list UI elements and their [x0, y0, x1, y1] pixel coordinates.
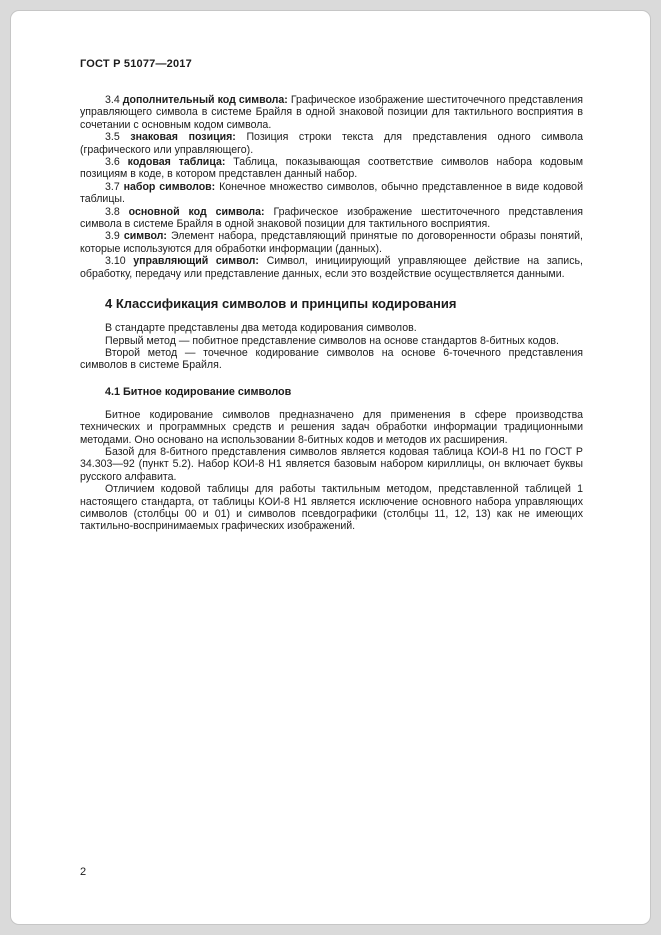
definition-term: основной код символа:: [128, 205, 265, 218]
definition-number: 3.8: [105, 205, 120, 218]
definition-text: Графическое изображение шеститочечного представления управляющего символа в системе Брайля в одной знаковой позиции для тактильного восприятия в сочетании с основным кодом символа.: [80, 94, 583, 131]
definition-text: Элемент набора, представляющий принятые по договоренности образы понятий, которые используются для обработки информации (данных).: [80, 230, 583, 255]
definition-number: 3.10: [105, 255, 126, 268]
section-4-title: 4 Классификация символов и принципы кодирования: [105, 296, 457, 312]
section-4-1-paragraph: Битное кодирование символов предназначено для применения в сфере производства технических и программных средств и решения задач обработки информации традиционными методами. Оно основано на использовании 8-битных кодов и методов их расширения.: [80, 408, 583, 446]
definition-3-7: [80, 181, 583, 206]
definition-3-5: [80, 131, 583, 156]
definition-term: дополнительный код символа:: [122, 94, 288, 106]
definition-3-10: [80, 255, 583, 280]
definition-text: Позиция строки текста для представления одного символа (графического или управляющего).: [80, 131, 583, 156]
section-4-1-paragraph: Базой для 8-битного представления символов является кодовая таблица КОИ-8 Н1 по ГОСТ Р 34.303—92 (пункт 5.2). Набор КОИ-8 Н1 является базовым набором кириллицы, он включает буквы русского алфавита.: [80, 445, 583, 483]
document-standard-number: ГОСТ Р 51077—2017: [80, 58, 192, 70]
definition-term: символ:: [123, 230, 167, 243]
definition-number: 3.4: [105, 94, 120, 106]
definition-text: Таблица, показывающая соответствие символов набора кодовым позициям в коде, в котором представлен данный набор.: [80, 156, 583, 181]
section-4-1-paragraph: Отличием кодовой таблицы для работы тактильным методом, представленной таблицей 1 настоящего стандарта, от таблицы КОИ-8 Н1 является исключение основного набора управляющих символов (столбцы 00 и 01) и символов псевдографики (столбцы 11, 12, 13) как не имеющих тактильно-воспринимаемых графических изображений.: [80, 483, 583, 533]
document-page: [10, 10, 651, 925]
definition-text: Графическое изображение шеститочечного представления символа в системе Брайля в одной знаковой позиции для тактильного восприятия.: [80, 205, 584, 231]
section-4-paragraph: В стандарте представлены два метода кодирования символов.: [105, 322, 417, 335]
definition-term: знаковая позиция:: [130, 131, 236, 144]
definition-number: 3.6: [105, 156, 120, 169]
section-4-1-title: 4.1 Битное кодирование символов: [105, 385, 292, 398]
section-4-paragraph: Второй метод — точечное кодирование символов на основе 6-точечного представления символов в системе Брайля.: [80, 346, 583, 372]
definition-3-6: [80, 156, 583, 181]
definition-number: 3.5: [105, 131, 120, 144]
definition-term: управляющий символ:: [133, 255, 259, 268]
definition-number: 3.7: [105, 180, 120, 193]
definition-3-4: [80, 94, 583, 131]
definition-term: кодовая таблица:: [127, 156, 226, 169]
definition-text: Символ, инициирующий управляющее действие на запись, обработку, передачу или представление данных, если это воздействие осуществляется данными.: [80, 255, 583, 280]
page-number: 2: [80, 866, 87, 878]
section-4-paragraph: Первый метод — побитное представление символов на основе стандартов 8-битных кодов.: [105, 334, 559, 347]
definition-3-9: [80, 230, 583, 255]
definition-term: набор символов:: [123, 180, 216, 193]
definition-text: Конечное множество символов, обычно представленное в виде кодовой таблицы.: [80, 180, 583, 206]
definition-number: 3.9: [105, 230, 120, 243]
definition-3-8: [80, 206, 583, 231]
